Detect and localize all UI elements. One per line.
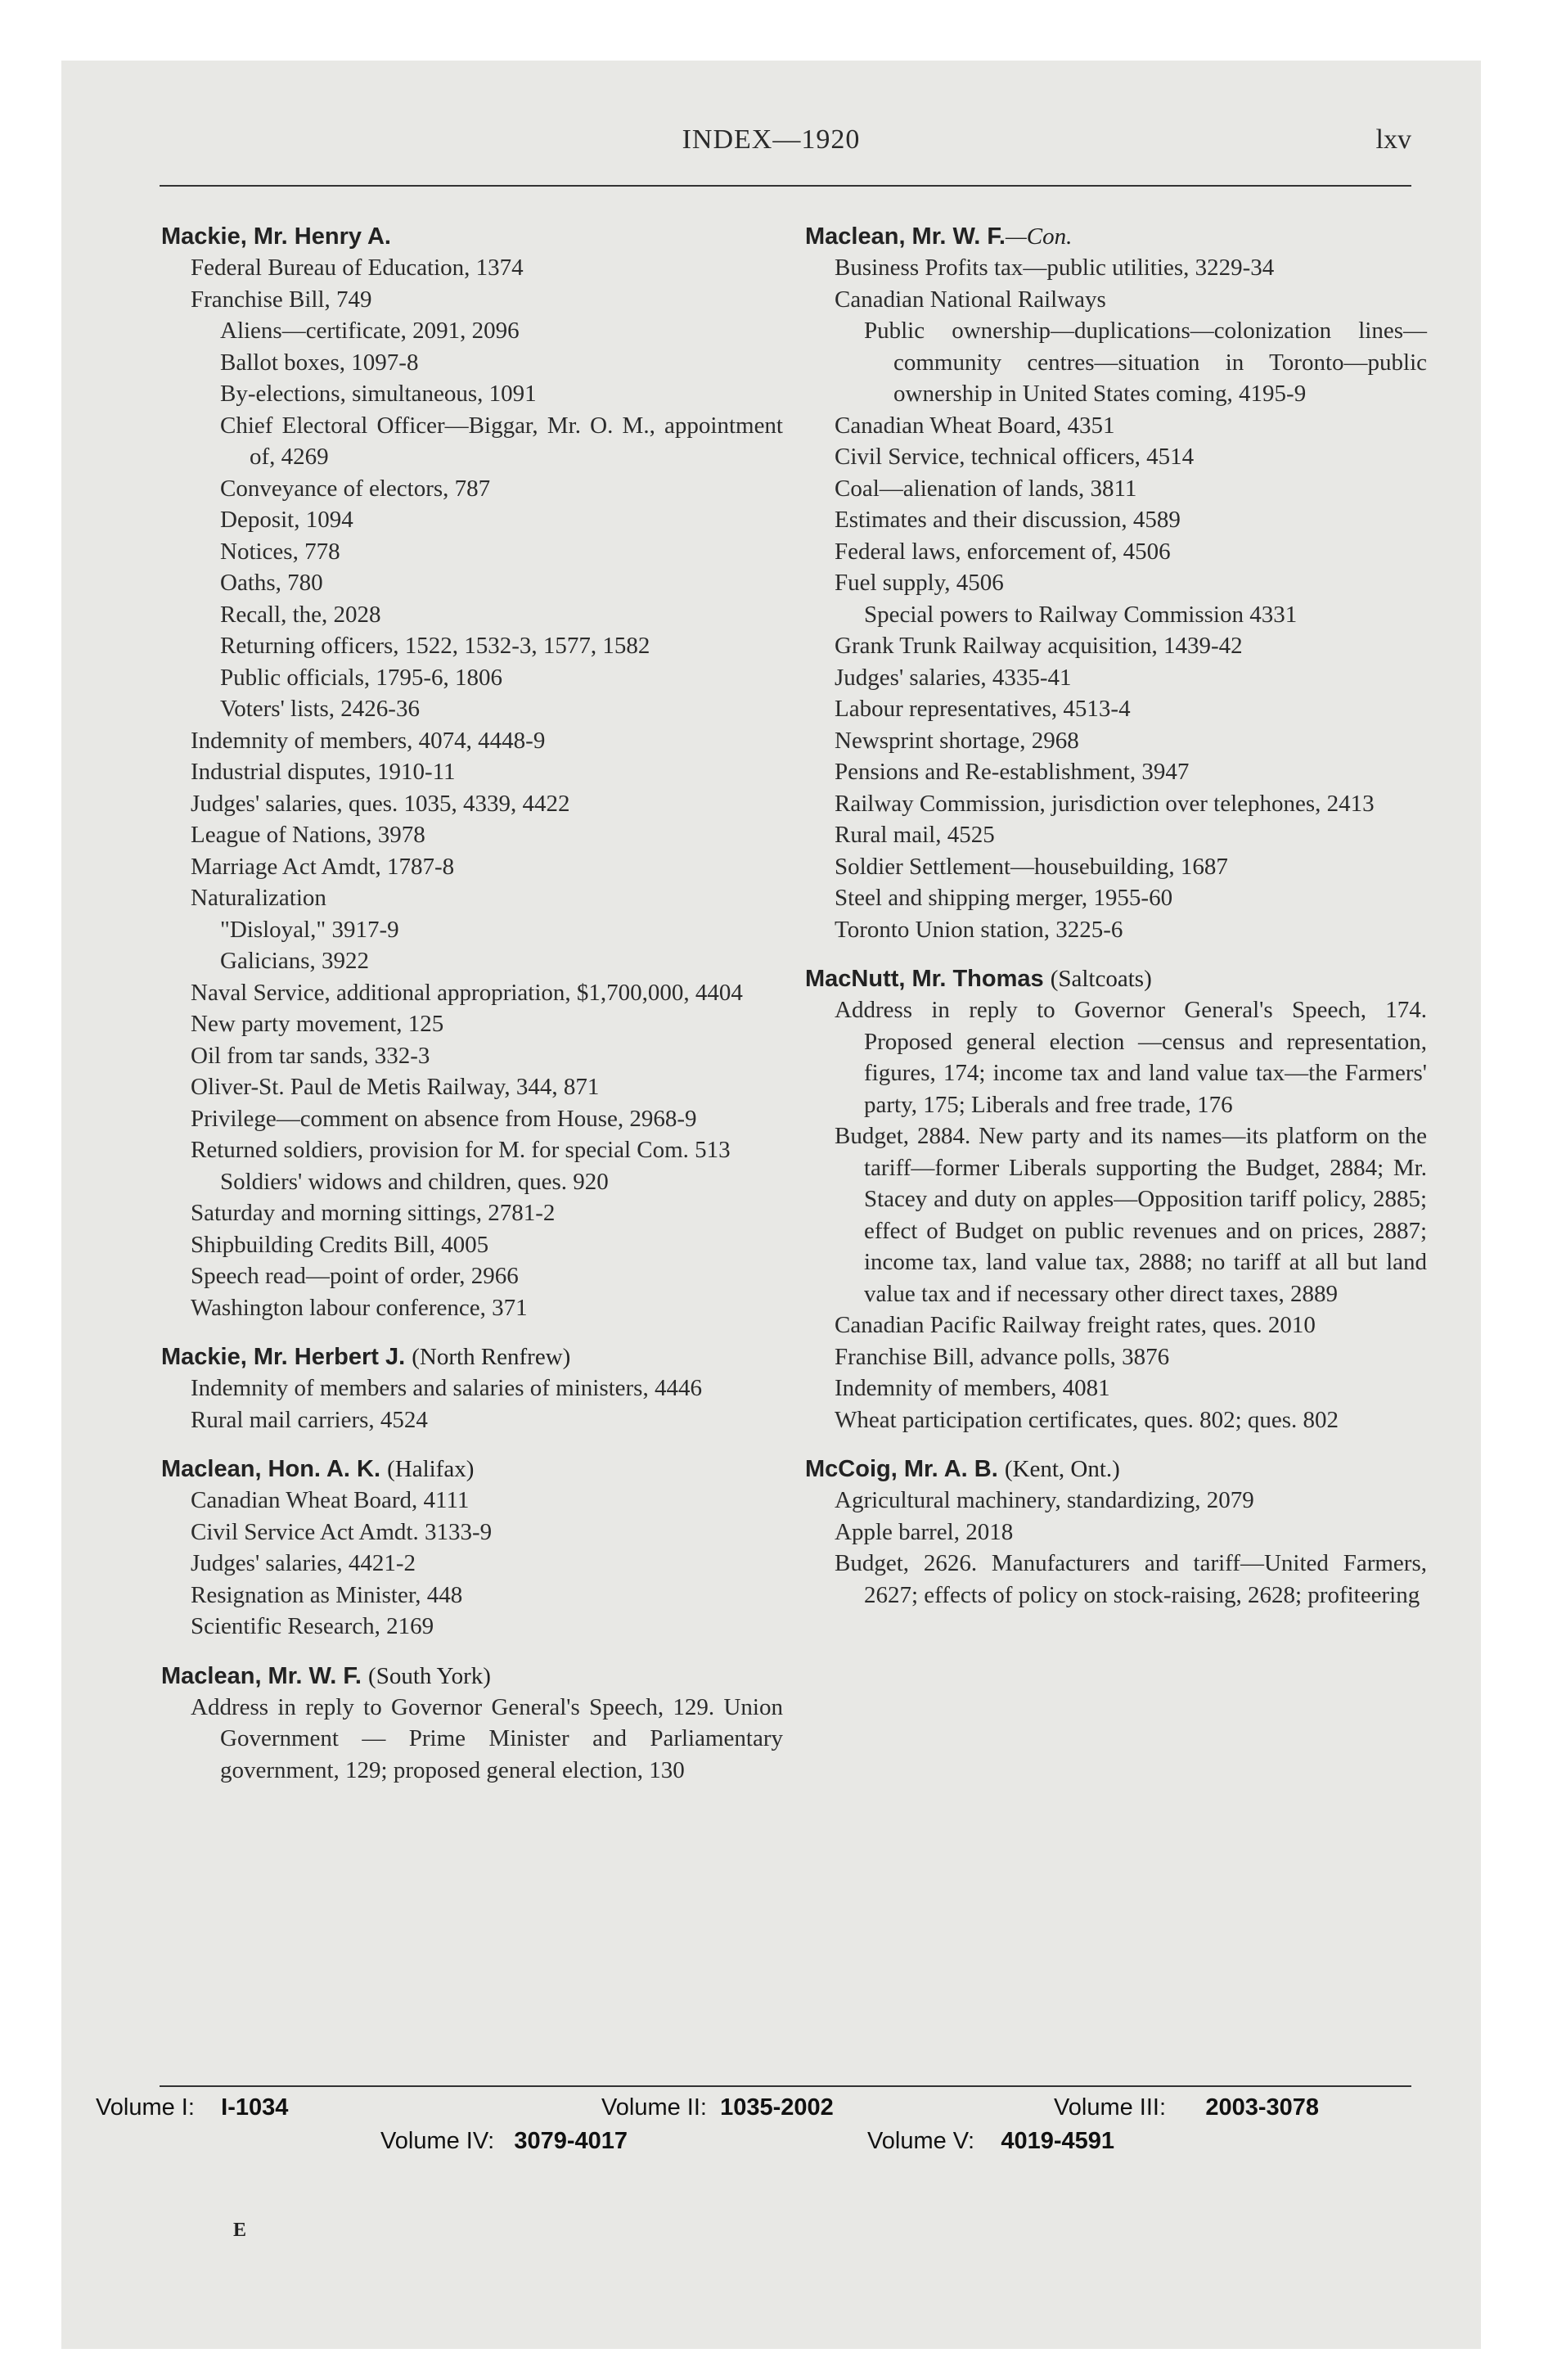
entry-heading: [805, 221, 1427, 252]
index-subentry: Industrial disputes, 1910-11: [191, 759, 456, 785]
index-subentry: Galicians, 3922: [220, 948, 370, 974]
index-entry: [161, 1454, 783, 1643]
index-subentry: Naval Service, additional appropriation, $1,700,000, 4404: [191, 979, 743, 1006]
index-page: [61, 61, 1481, 2349]
index-subentry: Returned soldiers, provision for M. for special Com. 513: [191, 1137, 731, 1163]
index-subentry: Estimates and their discussion, 4589: [835, 507, 1181, 533]
index-subentry: League of Nations, 3978: [191, 822, 425, 848]
index-subentry: Returning officers, 1522, 1532-3, 1577, 1582: [220, 633, 650, 659]
index-subentry: Agricultural machinery, standardizing, 2079: [835, 1487, 1254, 1513]
index-entry: [161, 1341, 783, 1436]
index-subentry: Indemnity of members and salaries of ministers, 4446: [191, 1375, 702, 1401]
left-column: [161, 221, 783, 1804]
index-subentry: Grank Trunk Railway acquisition, 1439-42: [835, 633, 1243, 659]
riding: (South York): [368, 1662, 491, 1689]
index-subentry: Railway Commission, jurisdiction over telephones, 2413: [835, 790, 1375, 817]
volume-2: Volume II: 1035-2002: [601, 2094, 834, 2121]
index-subentry: Privilege—comment on absence from House, 2968-9: [191, 1105, 697, 1132]
member-name: McCoig, Mr. A. B.: [805, 1456, 998, 1482]
index-subentry: Chief Electoral Officer—Biggar, Mr. O. M., appointment of, 4269: [220, 412, 783, 470]
index-entry: [161, 1661, 783, 1787]
entry-heading: [161, 221, 783, 252]
index-subentry: Address in reply to Governor General's Speech, 174. Proposed general election —census and representation, figures, 174; income tax and land value tax—the Farmers' party, 175; Liberals and free trade, 176: [835, 997, 1427, 1118]
index-subentry: Special powers to Railway Commission 4331: [864, 601, 1298, 628]
index-subentry: Resignation as Minister, 448: [191, 1581, 463, 1608]
entry-heading: [161, 1454, 783, 1485]
index-subentry: Speech read—point of order, 2966: [191, 1263, 519, 1289]
index-subentry: By-elections, simultaneous, 1091: [220, 381, 537, 407]
right-column: [805, 221, 1427, 1629]
riding: (Saltcoats): [1050, 966, 1152, 992]
index-subentry: Shipbuilding Credits Bill, 4005: [191, 1231, 489, 1258]
index-subentry: Newsprint shortage, 2968: [835, 727, 1079, 754]
index-subentry: Oil from tar sands, 332-3: [191, 1042, 430, 1069]
index-subentry: Budget, 2884. New party and its names—its platform on the tariff—former Liberals supporting the Budget, 2884; Mr. Stacey and duty on apples—Opposition tariff policy, 2885; effect of Budget on public revenues and on prices, 2887; income tax, land value tax, 2888; no tariff at all but land value tax and if necessary other direct taxes, 2889: [835, 1123, 1427, 1307]
entry-heading: [161, 1341, 783, 1373]
index-subentry: Oliver-St. Paul de Metis Railway, 344, 871: [191, 1074, 600, 1100]
volume-5: Volume V: 4019-4591: [867, 2128, 1115, 2154]
index-entry: [161, 221, 783, 1323]
index-subentry: Rural mail, 4525: [835, 822, 995, 848]
member-name: Maclean, Hon. A. K.: [161, 1456, 381, 1482]
index-subentry: Toronto Union station, 3225-6: [835, 916, 1123, 943]
index-subentry: Canadian Pacific Railway freight rates, ques. 2010: [835, 1312, 1316, 1338]
index-subentry: Judges' salaries, 4421-2: [191, 1550, 416, 1576]
footer-rule: [160, 2085, 1411, 2087]
index-subentry: Civil Service, technical officers, 4514: [835, 444, 1195, 470]
page-title: INDEX—1920: [682, 124, 861, 155]
index-subentry: Franchise Bill, 749: [191, 286, 372, 313]
index-subentry: Aliens—certificate, 2091, 2096: [220, 318, 520, 344]
index-entry: [805, 1454, 1427, 1611]
index-entry: [805, 963, 1427, 1436]
volume-4: Volume IV: 3079-4017: [380, 2128, 628, 2154]
riding: (North Renfrew): [412, 1344, 571, 1370]
index-subentry: Canadian Wheat Board, 4351: [835, 412, 1115, 439]
index-subentry: Business Profits tax—public utilities, 3229-34: [835, 255, 1275, 281]
index-subentry: Public ownership—duplications—colonization lines—community centres—situation in Toronto—public ownership in United States coming, 4195-9: [864, 318, 1427, 407]
index-subentry: Address in reply to Governor General's Speech, 129. Union Government — Prime Minister and Parliamentary government, 129; proposed general election, 130: [191, 1693, 783, 1783]
index-subentry: Soldier Settlement—housebuilding, 1687: [835, 853, 1228, 880]
index-subentry: "Disloyal," 3917-9: [220, 916, 399, 943]
index-subentry: Steel and shipping merger, 1955-60: [835, 885, 1173, 911]
index-subentry: Labour representatives, 4513-4: [835, 696, 1131, 722]
riding: (Halifax): [387, 1456, 475, 1482]
index-subentry: Wheat participation certificates, ques. 802; ques. 802: [835, 1406, 1339, 1433]
index-entry: [805, 221, 1427, 945]
index-subentry: Franchise Bill, advance polls, 3876: [835, 1343, 1170, 1370]
index-subentry: Fuel supply, 4506: [835, 570, 1004, 596]
member-name: MacNutt, Mr. Thomas: [805, 966, 1044, 992]
index-subentry: Soldiers' widows and children, ques. 920: [220, 1168, 609, 1195]
index-subentry: Federal laws, enforcement of, 4506: [835, 538, 1171, 565]
continued-marker: —Con.: [1005, 223, 1073, 250]
entry-heading: [805, 1454, 1427, 1485]
index-subentry: Naturalization: [191, 885, 326, 911]
index-subentry: Oaths, 780: [220, 570, 323, 596]
index-subentry: Scientific Research, 2169: [191, 1613, 434, 1639]
index-subentry: Ballot boxes, 1097-8: [220, 349, 419, 376]
index-subentry: Federal Bureau of Education, 1374: [191, 255, 524, 281]
signature-mark: E: [233, 2220, 247, 2241]
member-name: Maclean, Mr. W. F.: [161, 1662, 362, 1689]
member-name: Maclean, Mr. W. F.: [805, 223, 1006, 250]
member-name: Mackie, Mr. Herbert J.: [161, 1344, 406, 1370]
riding: (Kent, Ont.): [1004, 1456, 1120, 1482]
index-subentry: Deposit, 1094: [220, 507, 353, 533]
page-number: lxv: [1375, 124, 1411, 155]
index-subentry: Marriage Act Amdt, 1787-8: [191, 853, 455, 880]
index-subentry: Coal—alienation of lands, 3811: [835, 475, 1137, 502]
index-subentry: Conveyance of electors, 787: [220, 475, 491, 502]
index-subentry: Rural mail carriers, 4524: [191, 1406, 428, 1433]
member-name: Mackie, Mr. Henry A.: [161, 223, 391, 250]
index-subentry: Notices, 778: [220, 538, 340, 565]
index-subentry: Indemnity of members, 4081: [835, 1375, 1110, 1401]
index-subentry: Washington labour conference, 371: [191, 1294, 528, 1321]
volume-1: Volume I: I-1034: [96, 2094, 289, 2121]
index-subentry: Judges' salaries, ques. 1035, 4339, 4422: [191, 790, 570, 817]
volume-3: Volume III: 2003-3078: [1054, 2094, 1320, 2121]
index-subentry: Canadian Wheat Board, 4111: [191, 1487, 470, 1513]
index-subentry: Voters' lists, 2426-36: [220, 696, 420, 722]
header-rule: [160, 185, 1411, 187]
index-subentry: Civil Service Act Amdt. 3133-9: [191, 1518, 493, 1545]
index-subentry: Public officials, 1795-6, 1806: [220, 664, 503, 691]
index-subentry: Pensions and Re-establishment, 3947: [835, 759, 1190, 785]
index-subentry: Budget, 2626. Manufacturers and tariff—United Farmers, 2627; effects of policy on stock-raising, 2628; profiteering: [835, 1550, 1427, 1608]
index-subentry: Recall, the, 2028: [220, 601, 381, 628]
index-subentry: Canadian National Railways: [835, 286, 1106, 313]
index-subentry: Saturday and morning sittings, 2781-2: [191, 1200, 556, 1226]
index-subentry: Judges' salaries, 4335-41: [835, 664, 1072, 691]
entry-heading: [805, 963, 1427, 994]
entry-heading: [161, 1661, 783, 1692]
index-subentry: Apple barrel, 2018: [835, 1518, 1014, 1545]
index-subentry: New party movement, 125: [191, 1011, 444, 1037]
index-subentry: Indemnity of members, 4074, 4448-9: [191, 727, 546, 754]
